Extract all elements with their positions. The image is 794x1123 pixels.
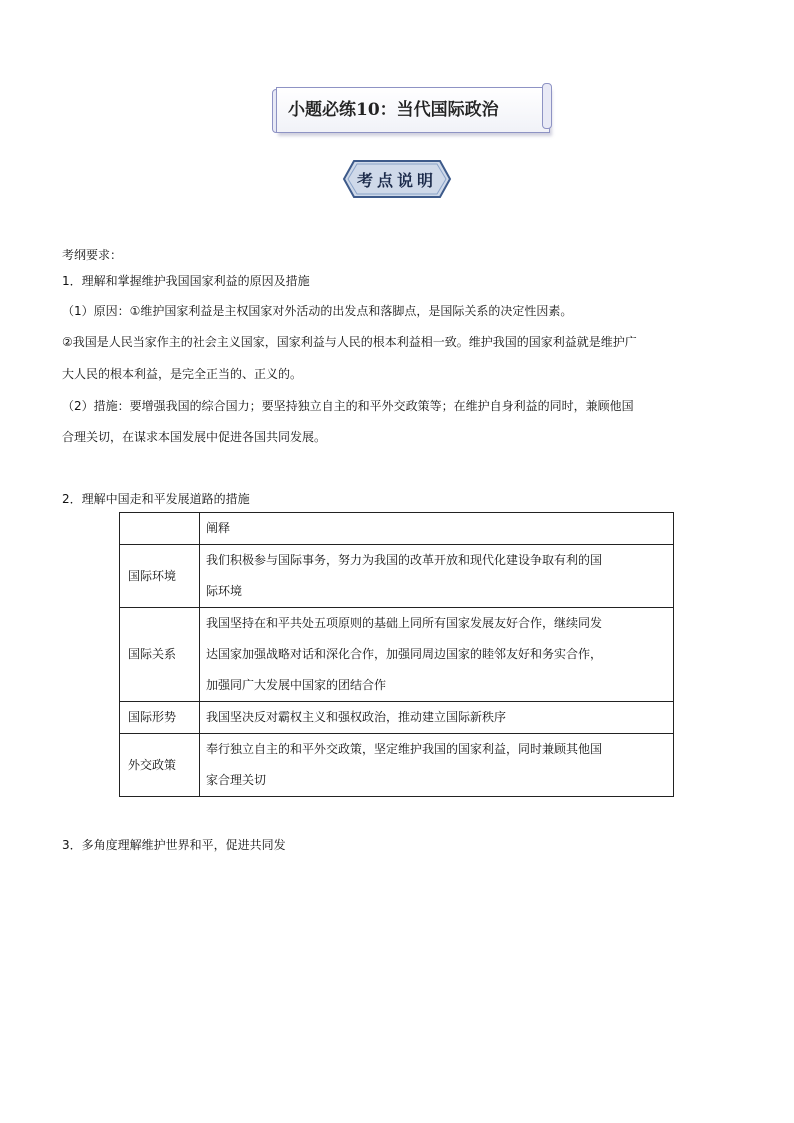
row-value — [200, 702, 674, 734]
requirements-label: 考纲要求： — [62, 248, 123, 262]
section-1-title: 1．理解和掌握维护我国国家利益的原因及措施 — [62, 274, 310, 288]
section-2-title: 2．理解中国走和平发展道路的措施 — [62, 492, 250, 506]
table-row — [120, 734, 674, 797]
row-key: 国际关系 — [120, 608, 200, 702]
row-value — [200, 545, 674, 608]
page-title: 小题必练10：当代国际政治 — [288, 100, 499, 120]
row-key: 国际形势 — [120, 702, 200, 734]
row-key: 国际环境 — [120, 545, 200, 608]
table-header-blank — [120, 513, 200, 545]
scroll-curl-right — [542, 83, 552, 129]
row-line: 达国家加强战略对话和深化合作，加强同周边国家的睦邻友好和务实合作， — [206, 647, 603, 661]
peace-development-table — [119, 512, 674, 797]
section-1-reason-2a: ②我国是人民当家作主的社会主义国家，国家利益与人民的根本利益相一致。维护我国的国家利益就是维护广 — [62, 335, 637, 349]
row-line: 际环境 — [206, 584, 243, 598]
table-header-row — [120, 513, 674, 545]
section-1-reason: （1）原因：①维护国家利益是主权国家对外活动的出发点和落脚点，是国际关系的决定性因素。 — [62, 304, 573, 318]
row-value — [200, 734, 674, 797]
row-line: 我国坚持在和平共处五项原则的基础上同所有国家发展友好合作，继续同发 — [206, 616, 603, 630]
row-line: 我国坚决反对霸权主义和强权政治，推动建立国际新秩序 — [206, 710, 507, 724]
kaodian-badge — [342, 159, 452, 199]
section-3-title: 3．多角度理解维护世界和平，促进共同发 — [62, 838, 286, 852]
row-value — [200, 608, 674, 702]
row-line: 我们积极参与国际事务，努力为我国的改革开放和现代化建设争取有利的国 — [206, 553, 603, 567]
section-1-measure-b: 合理关切，在谋求本国发展中促进各国共同发展。 — [62, 430, 327, 444]
row-line: 加强同广大发展中国家的团结合作 — [206, 678, 387, 692]
row-line: 奉行独立自主的和平外交政策，坚定维护我国的国家利益，同时兼顾其他国 — [206, 742, 603, 756]
title-banner — [272, 83, 552, 135]
badge-label: 考点说明 — [356, 171, 437, 190]
table-row — [120, 702, 674, 734]
table-header-explanation: 阐释 — [200, 513, 674, 545]
section-1-measure-a: （2）措施：要增强我国的综合国力；要坚持独立自主的和平外交政策等；在维护自身利益的同时，兼顾他国 — [62, 399, 634, 413]
table-row — [120, 545, 674, 608]
section-1-reason-2b: 大人民的根本利益，是完全正当的、正义的。 — [62, 367, 303, 381]
row-line: 家合理关切 — [206, 773, 267, 787]
table-row — [120, 608, 674, 702]
row-key: 外交政策 — [120, 734, 200, 797]
